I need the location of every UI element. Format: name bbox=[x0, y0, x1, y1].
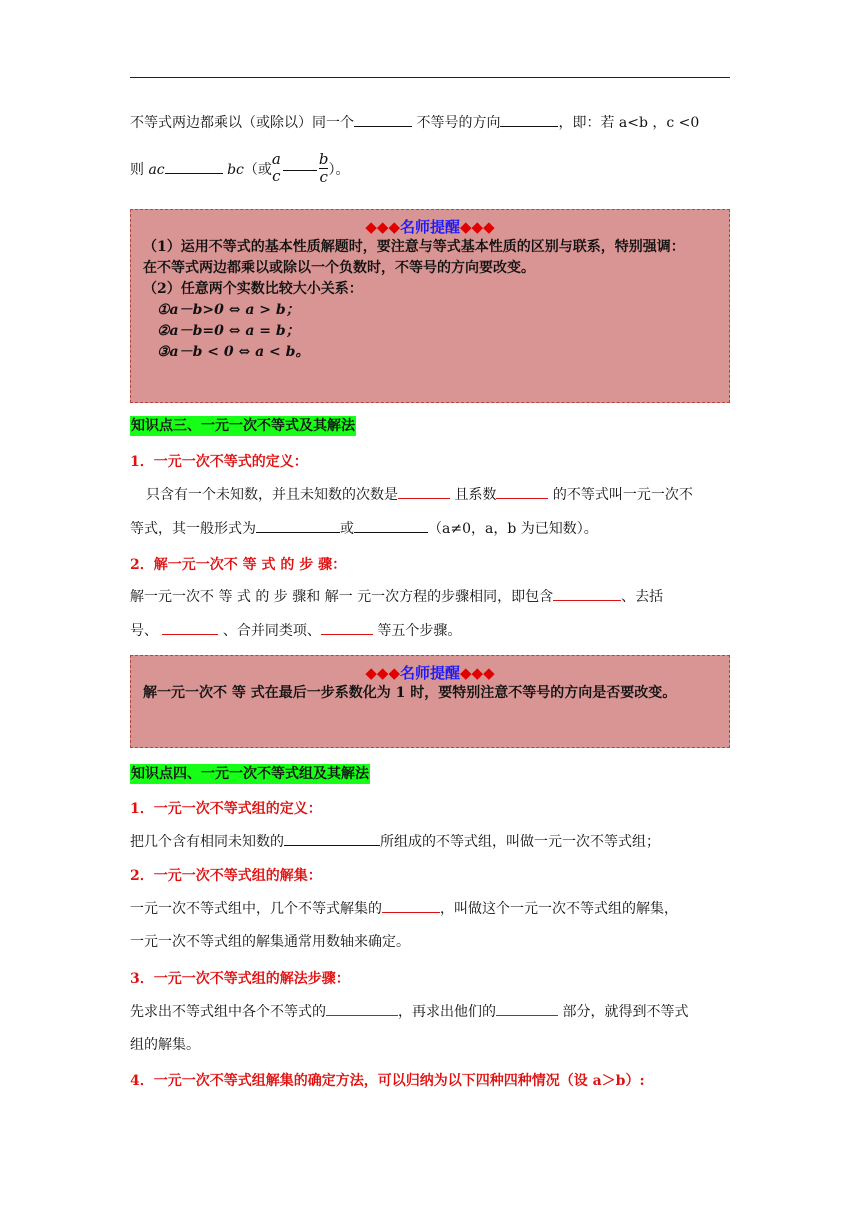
subheading: 3．一元一次不等式组的解法步骤： bbox=[130, 971, 350, 987]
blank[interactable] bbox=[382, 898, 440, 913]
tip-title bbox=[143, 662, 717, 683]
intro-text: 不等号的方向 bbox=[412, 115, 501, 131]
blank[interactable] bbox=[284, 831, 380, 846]
para-text: 、合并同类项、 bbox=[218, 623, 321, 639]
para-text: 等式，其一般形式为 bbox=[130, 521, 256, 537]
para-text: 先求出不等式组中各个不等式的 bbox=[130, 1004, 326, 1020]
para-text: 解一元一次不 等 式 的 步 骤和 解一 元一次方程的步骤相同，即包含 bbox=[130, 589, 554, 605]
tip-line: 解一元一次不 等 式在最后一步系数化为 1 时，要特别注意不等号的方向是否要改变。 bbox=[143, 685, 677, 701]
section-heading-4 bbox=[130, 764, 730, 784]
para-text: 且系数 bbox=[450, 487, 497, 503]
diamond-icon: ◆◆◆ bbox=[460, 218, 495, 236]
denominator: c bbox=[272, 167, 281, 185]
blank[interactable] bbox=[496, 1001, 558, 1016]
blank[interactable] bbox=[326, 1001, 398, 1016]
blank[interactable] bbox=[496, 484, 548, 499]
section-heading-3 bbox=[130, 416, 730, 436]
tip-item: ①a－b>0 ⇔ a > b； bbox=[157, 302, 300, 318]
para-text: 或 bbox=[340, 521, 354, 537]
para-text: 把几个含有相同未知数的 bbox=[130, 834, 284, 850]
para: 一元一次不等式组的解集通常用数轴来确定。 bbox=[130, 934, 410, 950]
para-text: 号、 bbox=[130, 623, 163, 639]
intro-text: 则 bbox=[130, 162, 149, 178]
var-bc: bc bbox=[227, 162, 244, 178]
tip-item: ②a－b=0 ⇔ a = b； bbox=[157, 323, 300, 339]
fraction-b-over-c bbox=[319, 151, 329, 186]
para-text: 等五个步骤。 bbox=[372, 623, 462, 639]
para bbox=[130, 1001, 730, 1022]
header-rule bbox=[130, 77, 730, 78]
blank[interactable] bbox=[321, 620, 373, 635]
intro-line-1 bbox=[130, 112, 730, 133]
para-text: ，再求出他们的 bbox=[398, 1004, 496, 1020]
section-heading-text: 知识点四、一元一次不等式组及其解法 bbox=[131, 766, 369, 782]
diamond-icon: ◆◆◆ bbox=[365, 664, 400, 682]
blank[interactable] bbox=[256, 518, 340, 533]
blank[interactable] bbox=[354, 112, 412, 127]
diamond-icon: ◆◆◆ bbox=[460, 664, 495, 682]
subheading: 2．一元一次不等式组的解集： bbox=[130, 868, 322, 884]
tip-title bbox=[143, 216, 717, 237]
tip-line: 在不等式两边都乘以或除以一个负数时，不等号的方向要改变。 bbox=[143, 260, 535, 276]
tip-title-text: 名师提醒 bbox=[399, 664, 460, 682]
para bbox=[130, 586, 730, 607]
numerator: a bbox=[271, 150, 281, 168]
tip-line: （1）运用不等式的基本性质解题时，要注意与等式基本性质的区别与联系，特别强调： bbox=[143, 239, 685, 255]
blank[interactable] bbox=[354, 518, 428, 533]
subheading: 1．一元一次不等式的定义： bbox=[130, 454, 308, 470]
diamond-icon: ◆◆◆ bbox=[365, 218, 400, 236]
intro-text: ，即：若 a<b ，c <0 bbox=[558, 115, 700, 131]
para bbox=[130, 898, 730, 919]
tip-title-text: 名师提醒 bbox=[399, 218, 460, 236]
tip-line: （2）任意两个实数比较大小关系： bbox=[143, 281, 363, 297]
intro-line-2 bbox=[130, 149, 730, 188]
tip-box-2 bbox=[130, 655, 730, 748]
para-text: （a≠0，a，b 为已知数）。 bbox=[428, 521, 598, 537]
tip-box-1 bbox=[130, 209, 730, 403]
intro-text: 不等式两边都乘以（或除以）同一个 bbox=[130, 115, 354, 131]
numerator: b bbox=[318, 149, 329, 168]
subheading: 2．解一元一次不 等 式 的 步 骤： bbox=[130, 557, 347, 573]
section-heading-text: 知识点三、一元一次不等式及其解法 bbox=[131, 418, 355, 434]
blank[interactable] bbox=[283, 170, 317, 171]
para-text: 部分，就得到不等式 bbox=[558, 1004, 689, 1020]
para-text: 、去括 bbox=[621, 589, 664, 605]
blank[interactable] bbox=[500, 112, 558, 127]
denominator: c bbox=[319, 167, 328, 186]
blank[interactable] bbox=[162, 620, 218, 635]
intro-text: ）。 bbox=[328, 162, 350, 178]
subheading: 1．一元一次不等式组的定义： bbox=[130, 801, 322, 817]
para-text: ，叫做这个一元一次不等式组的解集， bbox=[440, 901, 678, 917]
para-text: 所组成的不等式组，叫做一元一次不等式组； bbox=[380, 834, 660, 850]
para-text: 的不等式叫一元一次不 bbox=[548, 487, 693, 503]
intro-text: （或 bbox=[243, 162, 272, 178]
tip-item: ③a－b < 0 ⇔ a < b。 bbox=[157, 344, 310, 360]
para bbox=[130, 518, 730, 539]
blank[interactable] bbox=[165, 159, 223, 174]
blank[interactable] bbox=[553, 586, 621, 601]
para-text: 一元一次不等式组中，几个不等式解集的 bbox=[130, 901, 382, 917]
subheading: 4．一元一次不等式组解集的确定方法，可以归纳为以下四种四种情况（设 a＞b）: bbox=[130, 1073, 645, 1089]
blank[interactable] bbox=[398, 484, 450, 499]
para bbox=[130, 831, 730, 852]
para-text: 只含有一个未知数，并且未知数的次数是 bbox=[146, 487, 398, 503]
para: 组的解集。 bbox=[130, 1037, 200, 1053]
fraction-a-over-c bbox=[272, 151, 281, 185]
var-ac: ac bbox=[148, 162, 165, 178]
para bbox=[130, 484, 730, 505]
para bbox=[130, 620, 730, 641]
